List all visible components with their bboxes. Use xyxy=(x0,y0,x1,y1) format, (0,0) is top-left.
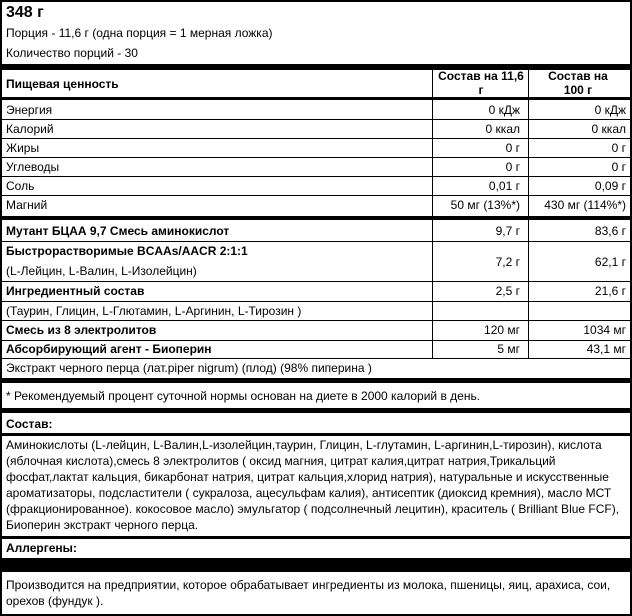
table-title: Пищевая ценность xyxy=(6,77,119,91)
mutant-name: Мутант БЦАА 9,7 Смесь аминокислот xyxy=(6,224,230,238)
allergens-title: Аллергены: xyxy=(6,541,77,555)
ingredient-value-100g: 21,6 г xyxy=(594,284,626,298)
bioperine-name: Абсорбирующий агент - Биоперин xyxy=(6,342,212,356)
section-divider xyxy=(2,558,630,572)
mutant-value-100g: 83,6 г xyxy=(594,224,626,238)
nutrition-row-value: 50 мг (13%*) xyxy=(450,198,520,212)
ingredient-name: Ингредиентный состав xyxy=(6,284,145,298)
nutrition-row-value: 0,09 г xyxy=(594,179,626,193)
composition-title: Состав: xyxy=(6,417,53,431)
nutrition-row-name: Углеводы xyxy=(6,160,60,174)
section-divider xyxy=(2,408,630,413)
table-header-divider xyxy=(2,97,630,100)
footnote: * Рекомендуемый процент суточной нормы основан на диете в 2000 калорий в день. xyxy=(6,389,481,403)
top-border xyxy=(2,0,630,2)
col-header-100g: Состав на 100 г xyxy=(548,69,608,97)
bioperine-value-100g: 43,1 мг xyxy=(586,342,626,356)
nutrition-row-value: 0,01 г xyxy=(488,179,520,193)
col-header-serving: Состав на 11,6 г xyxy=(438,69,524,97)
ingredient-value-serving: 2,5 г xyxy=(495,284,520,298)
row-divider xyxy=(2,301,630,302)
nutrition-row-name: Калорий xyxy=(6,122,54,136)
section-divider xyxy=(2,536,630,539)
nutrition-row-value: 0 кДж xyxy=(488,103,520,117)
product-weight: 348 г xyxy=(6,4,44,21)
electrolytes-value-serving: 120 мг xyxy=(484,323,520,337)
row-divider xyxy=(2,281,630,282)
ingredient-sub: (Таурин, Глицин, L-Глютамин, L-Аргинин, L-Тирозин ) xyxy=(6,304,302,318)
bcaa-value-serving: 7,2 г xyxy=(495,255,520,269)
nutrition-row-name: Энергия xyxy=(6,103,53,117)
row-divider xyxy=(2,320,630,321)
section-divider xyxy=(2,378,630,383)
bioperine-value-serving: 5 мг xyxy=(497,342,520,356)
bcaa-name: Быстрорастворимые BCAAs/AACR 2:1:1 xyxy=(6,244,248,258)
nutrition-row-name: Соль xyxy=(6,179,35,193)
row-divider xyxy=(2,340,630,341)
electrolytes-value-100g: 1034 мг xyxy=(583,323,626,337)
servings-info: Количество порций - 30 xyxy=(6,46,138,60)
row-divider xyxy=(2,241,630,242)
col-divider-2 xyxy=(528,70,529,358)
nutrition-row-name: Магний xyxy=(6,198,48,212)
nutrition-row-value: 0 г xyxy=(611,141,626,155)
nutrition-row-value: 0 г xyxy=(505,141,520,155)
nutrition-row-value: 0 г xyxy=(611,160,626,174)
col-divider-1 xyxy=(432,70,433,358)
bcaa-value-100g: 62,1 г xyxy=(594,255,626,269)
section-divider xyxy=(2,216,630,220)
nutrition-row-value: 0 г xyxy=(505,160,520,174)
mutant-value-serving: 9,7 г xyxy=(495,224,520,238)
row-divider xyxy=(2,358,630,359)
row-divider xyxy=(2,157,630,158)
row-divider xyxy=(2,176,630,177)
nutrition-row-value: 0 ккал xyxy=(591,122,626,136)
portion-info: Порция - 11,6 г (одна порция = 1 мерная ложка) xyxy=(6,26,273,40)
row-divider xyxy=(2,195,630,196)
nutrition-row-name: Жиры xyxy=(6,141,40,155)
row-divider xyxy=(2,138,630,139)
electrolytes-name: Смесь из 8 электролитов xyxy=(6,323,157,337)
nutrition-row-value: 0 ккал xyxy=(485,122,520,136)
nutrition-row-value: 430 мг (114%*) xyxy=(544,198,626,212)
section-divider xyxy=(2,433,630,436)
nutrition-row-value: 0 кДж xyxy=(594,103,626,117)
allergens-text: Производится на предприятии, которое обрабатывает ингредиенты из молока, пшеницы, яиц, арахиса, сои, орехов (фундук ). xyxy=(6,578,611,608)
row-divider xyxy=(2,119,630,120)
composition-text: Аминокислоты (L-лейцин, L-Валин,L-изолейцин,таурин, Глицин, L-глутамин, L-аргинин,L-тирозин), кислота (яблочная кислота),смесь 8 электролитов ( оксид магния, цитрат калия,цитрат натрия,Трикальций фосфат,лактат кальция, бикарбонат натрия, цитрат кальция,хлорид натрия), натуральные и искусственные ароматизаторы, подсластители ( сукралоза, ацесульфам калия), антисептик (диоксид кремния), масло МСТ (фракционированное). кокосовое масло) эмульгатор ( подсолнечный лецитин), краситель ( Brilliant Blue FCF), Биоперин экстракт черного перца. xyxy=(6,438,620,532)
bcaa-sub: (L-Лейцин, L-Валин, L-Изолейцин) xyxy=(6,264,197,278)
pepper-extract: Экстракт черного перца (лат.piper nigrum) (плод) (98% пиперина ) xyxy=(6,361,372,375)
